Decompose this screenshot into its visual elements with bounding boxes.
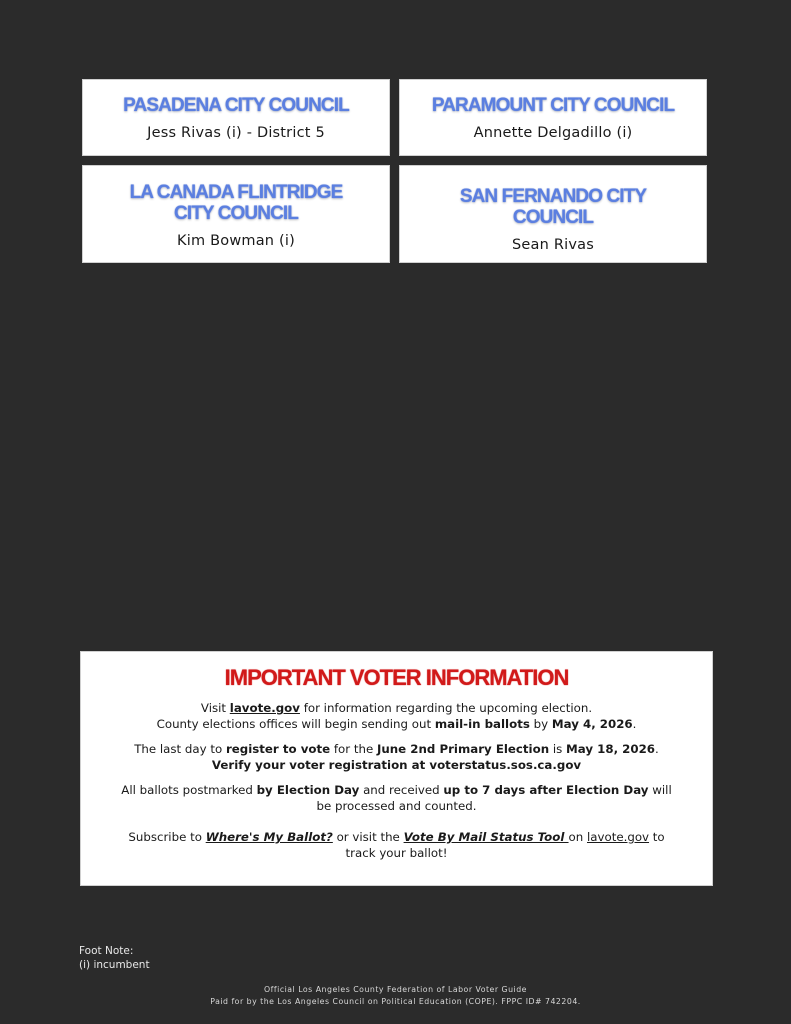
emphasis: May 4, 2026 [551, 717, 633, 731]
text: for information regarding the upcoming election. [299, 701, 593, 715]
emphasis: mail-in ballots [434, 717, 530, 731]
card-title: SAN FERNANDO CITY COUNCIL [459, 186, 647, 228]
text: is [549, 742, 567, 756]
text: will be processed and counted. [316, 783, 672, 813]
candidate-name: Sean Rivas [512, 237, 594, 253]
card-la-canada-flintridge-city-council [82, 165, 390, 263]
emphasis: register to vote [225, 742, 331, 756]
emphasis: up to 7 days after Election Day [443, 783, 649, 797]
footer-line-2: Paid for by the Los Angeles Council on Political Education (COPE). FPPC ID# 742204. [210, 997, 581, 1006]
card-paramount-city-council [399, 79, 707, 156]
card-title: LA CANADA FLINTRIDGE CITY COUNCIL [129, 182, 343, 224]
info-title: IMPORTANT VOTER INFORMATION [224, 665, 569, 690]
voter-information-box [80, 651, 713, 886]
card-pasadena-city-council [82, 79, 390, 156]
card-san-fernando-city-council [399, 165, 707, 263]
text: . [632, 717, 637, 731]
emphasis: June 2nd Primary Election [377, 742, 550, 756]
text: . [655, 742, 659, 756]
card-title: PARAMOUNT CITY COUNCIL [431, 95, 675, 116]
lavote-link[interactable]: lavote.gov [229, 701, 300, 715]
text: County elections offices will begin sending out [156, 717, 435, 731]
candidate-name: Annette Delgadillo (i) [473, 125, 633, 141]
text: or visit the [332, 830, 404, 844]
info-paragraph-2 [81, 741, 712, 773]
footer [0, 984, 791, 1008]
lavote-link[interactable]: lavote.gov [587, 830, 650, 844]
text: by [529, 717, 552, 731]
emphasis: May 18, 2026 [566, 742, 656, 756]
text: to track your ballot! [345, 830, 665, 860]
text: for the [330, 742, 377, 756]
candidate-name: Jess Rivas (i) - District 5 [147, 125, 325, 141]
footer-line-1: Official Los Angeles County Federation of Labor Voter Guide [264, 985, 527, 994]
footnote-label: Foot Note: [79, 945, 134, 957]
verify-registration-text: Verify your voter registration at voterstatus.sos.ca.gov [211, 758, 582, 772]
text: The last day to [134, 742, 226, 756]
info-paragraph-1 [81, 700, 712, 732]
footnote [79, 944, 150, 972]
info-paragraph-3 [81, 782, 712, 814]
card-title: PASADENA CITY COUNCIL [123, 95, 349, 116]
footnote-text: (i) incumbent [79, 959, 150, 971]
emphasis: by Election Day [256, 783, 360, 797]
info-paragraph-4 [81, 829, 712, 861]
text: on [568, 830, 587, 844]
text: Subscribe to [128, 830, 206, 844]
text: and received [359, 783, 444, 797]
wheres-my-ballot-link[interactable]: Where's My Ballot? [205, 830, 333, 844]
text: Visit [200, 701, 230, 715]
candidate-name: Kim Bowman (i) [177, 233, 295, 249]
text: All ballots postmarked [121, 783, 257, 797]
vote-by-mail-status-tool-link[interactable]: Vote By Mail Status Tool [403, 830, 569, 844]
